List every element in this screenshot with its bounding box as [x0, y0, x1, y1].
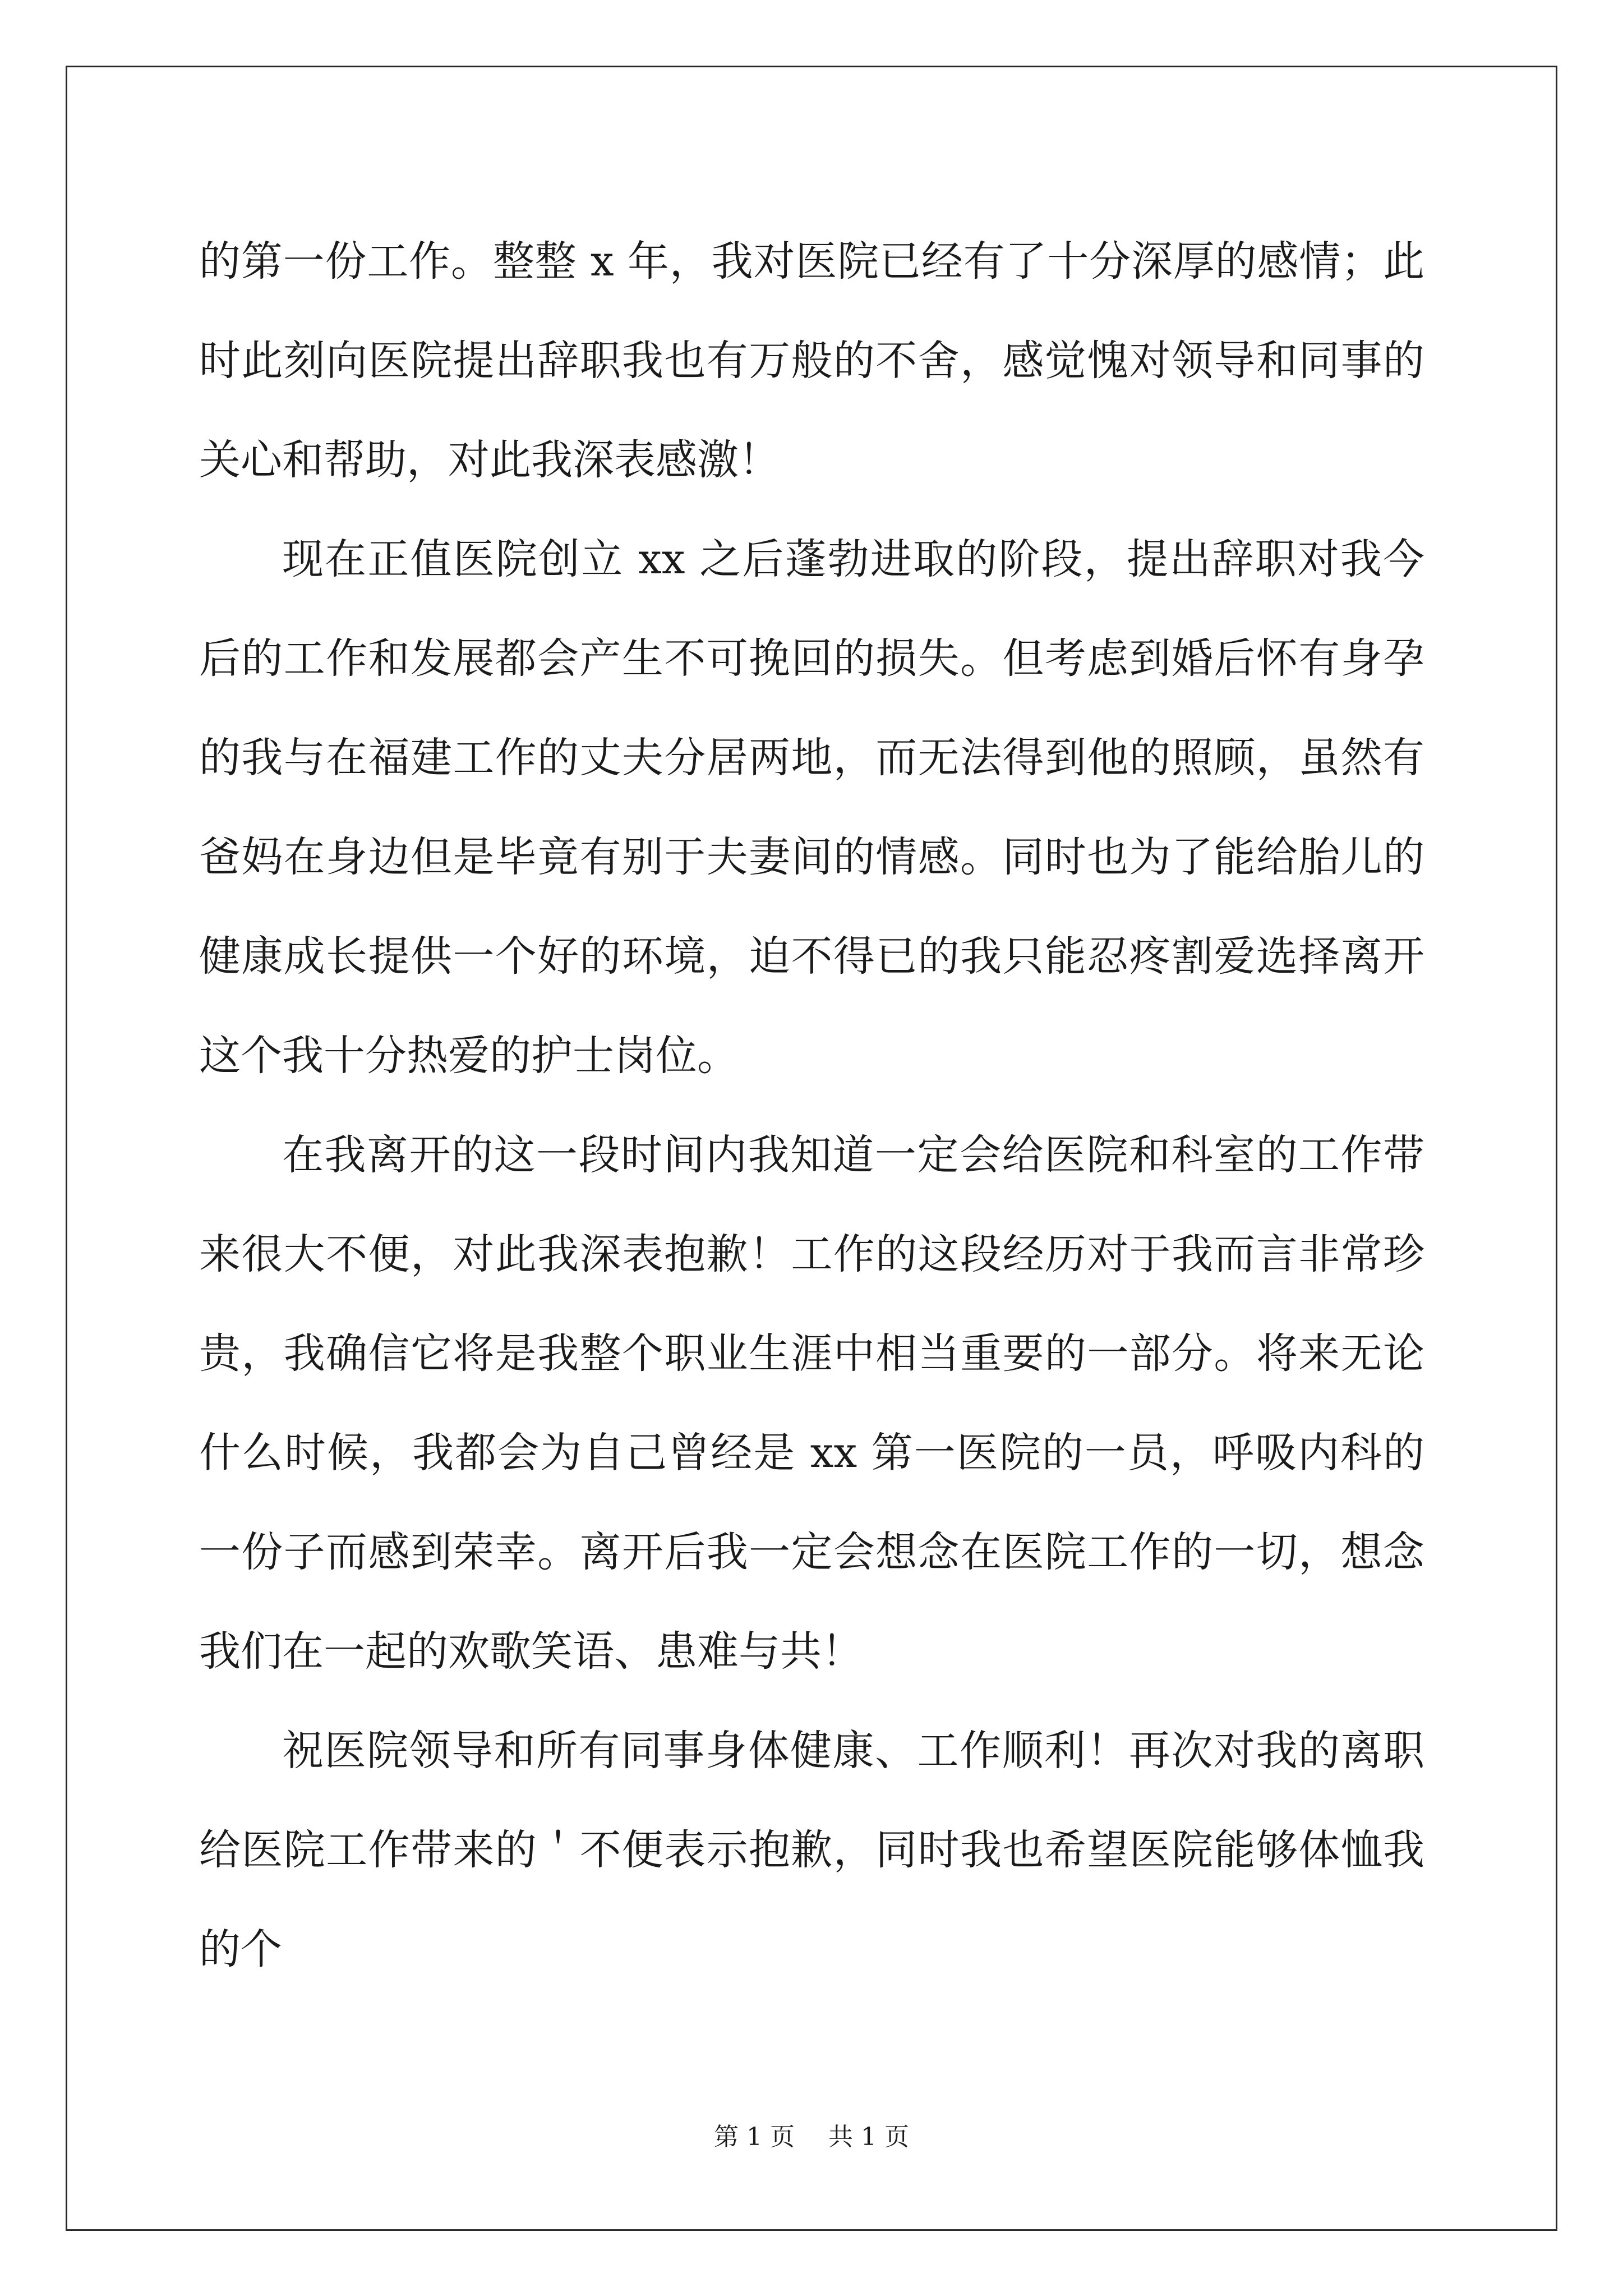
- document-body: [199, 212, 1424, 1999]
- paragraph-2: 现在正值医院创立 xx 之后蓬勃进取的阶段，提出辞职对我今后的工作和发展都会产生不可挽回的损失。但考虑到婚后怀有身孕的我与在福建工作的丈夫分居两地，而无法得到他的照顾，虽然有爸妈在身边但是毕竟有别于夫妻间的情感。同时也为了能给胎儿的健康成长提供一个好的环境，迫不得已的我只能忍疼割爱选择离开这个我十分热爱的护士岗位。: [199, 535, 1424, 1080]
- page-number: 第 1 页: [714, 2123, 795, 2151]
- page-total: 共 1 页: [828, 2123, 909, 2151]
- page-footer: [0, 2120, 1623, 2154]
- paragraph-1: 的第一份工作。整整 x 年，我对医院已经有了十分深厚的感情；此时此刻向医院提出辞职我也有万般的不舍，感觉愧对领导和同事的关心和帮助，对此我深表感激！: [199, 237, 1424, 484]
- paragraph-4: 祝医院领导和所有同事身体健康、工作顺利！再次对我的离职给医院工作带来的＇不便表示抱歉，同时我也希望医院能够体恤我的个: [199, 1727, 1424, 1973]
- paragraph-3: 在我离开的这一段时间内我知道一定会给医院和科室的工作带来很大不便，对此我深表抱歉！工作的这段经历对于我而言非常珍贵，我确信它将是我整个职业生涯中相当重要的一部分。将来无论什么时候，我都会为自己曾经是 xx 第一医院的一员，呼吸内科的一份子而感到荣幸。离开后我一定会想念在医院工作的一切，想念我们在一起的欢歌笑语、患难与共！: [199, 1131, 1424, 1676]
